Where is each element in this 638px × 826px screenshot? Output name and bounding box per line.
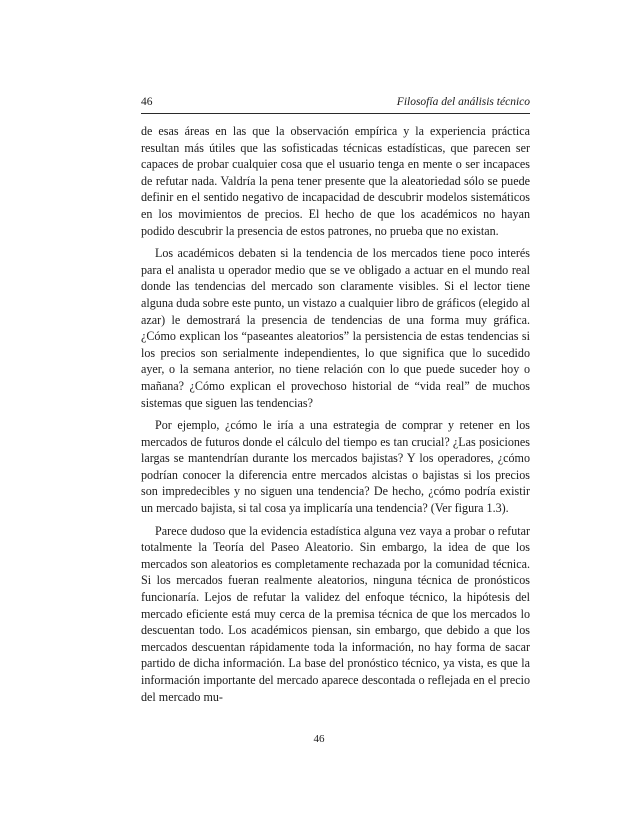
paragraph-2: Los académicos debaten si la tendencia de los mercados tiene poco interés para el analista u operador medio que se ve obligado a actuar en el mundo real donde las tendencias del mercado son claramente visibles. Si el lector tiene alguna duda sobre este punto, un vistazo a cualquier libro de gráficos (elegido al azar) le demostrará la presencia de tendencias de una forma muy gráfica. ¿Cómo explican los “paseantes aleatorios” la persistencia de estas tendencias si los precios son serialmente independientes, lo que significa que lo sucedido ayer, o la semana anterior, no tiene relación con lo que puede suceder hoy o mañana? ¿Cómo explican el provechoso historial de “vida real” de muchos sistemas que siguen las tendencias? xyxy=(141,246,530,410)
running-title: Filosofía del análisis técnico xyxy=(396,96,530,108)
paragraph-1: de esas áreas en las que la observación empírica y la experiencia práctica resultan más útiles que las sofisticadas técnicas estadísticas, que parecen ser capaces de probar cualquier cosa que el usuario tenga en mente o ser incapaces de refutar nada. Valdría la pena tener presente que la aleatoriedad sólo se puede definir en el sentido negativo de incapacidad de descubrir modelos sistemáticos en los movimientos de precios. El hecho de que los académicos no hayan podido descubrir la presencia de estos patrones, no prueba que no existan. xyxy=(141,124,530,238)
header-page-number: 46 xyxy=(141,96,153,108)
paragraph-4: Parece dudoso que la evidencia estadística alguna vez vaya a probar o refutar totalmente la Teoría del Paseo Aleatorio. Sin embargo, la idea de que los mercados son aleatorios es completamente rechazada por la comunidad técnica. Si los mercados fueran realmente aleatorios, ninguna técnica de pronósticos funcionaría. Lejos de refutar la validez del enfoque técnico, la hipótesis del mercado eficiente está muy cerca de la premisa técnica de que los mercados lo descuentan todo. Los académicos piensan, sin embargo, que debido a que los mercados descuentan rápidamente toda la información, no hay forma de sacar partido de dicha información. La base del pronóstico técnico, ya vista, es que la información importante del mercado aparece descontada o reflejada en el precio del mercado mu- xyxy=(141,523,530,704)
paragraph-3: Por ejemplo, ¿cómo le iría a una estrategia de comprar y retener en los mercados de futuros donde el cálculo del tiempo es tan crucial? ¿Las posiciones largas se mantendrían durante los mercados bajistas? Y los operadores, ¿cómo podrían conocer la diferencia entre mercados alcistas o bajistas si los precios son impredecibles y no siguen una tendencia? De hecho, ¿cómo podría existir un mercado bajista, si tal cosa ya implicaría una tendencia? (Ver figura 1.3). xyxy=(141,418,530,516)
footer-page-number: 46 xyxy=(313,733,325,745)
body-text xyxy=(141,123,530,705)
page-header xyxy=(141,95,530,114)
